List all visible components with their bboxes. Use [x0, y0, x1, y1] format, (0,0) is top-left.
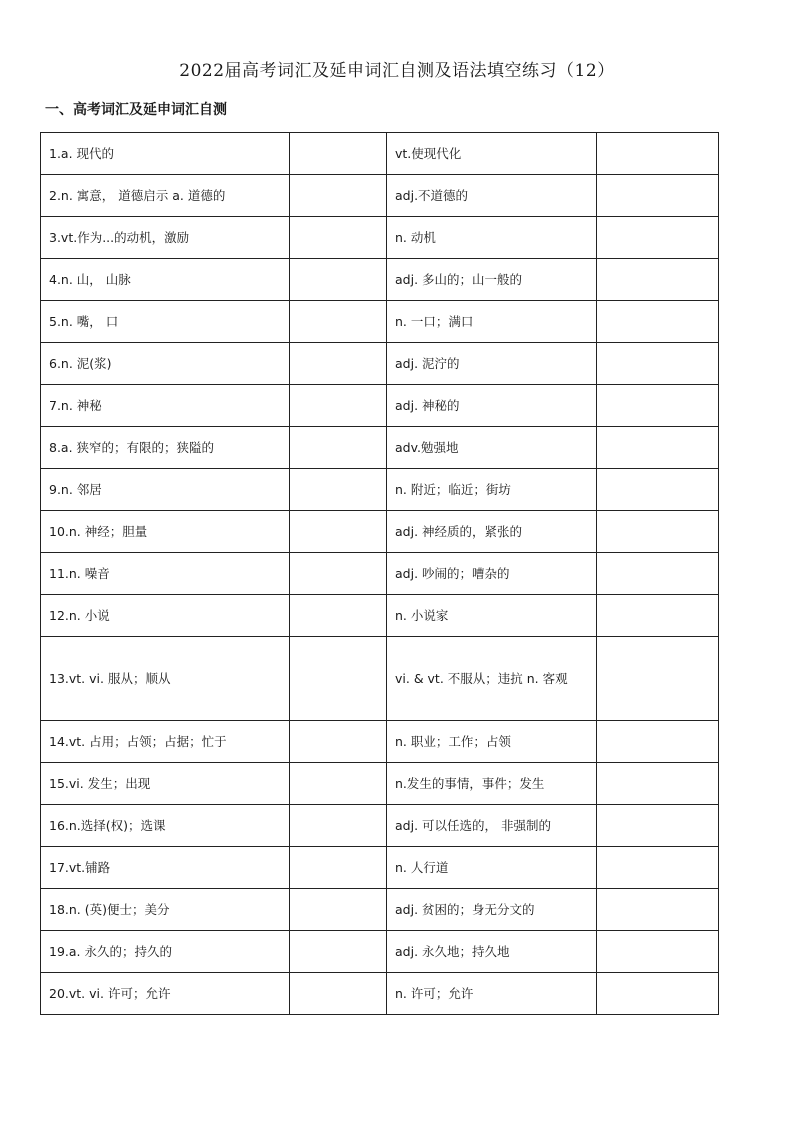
- table-row: [41, 805, 719, 847]
- derived-answer-blank[interactable]: [597, 973, 719, 1015]
- prompt-cell: 4.n. 山， 山脉: [41, 259, 290, 301]
- answer-blank[interactable]: [290, 343, 387, 385]
- answer-blank[interactable]: [290, 385, 387, 427]
- answer-blank[interactable]: [290, 217, 387, 259]
- derived-answer-blank[interactable]: [597, 427, 719, 469]
- prompt-cell: 11.n. 噪音: [41, 553, 290, 595]
- derived-answer-blank[interactable]: [597, 343, 719, 385]
- derived-answer-blank[interactable]: [597, 721, 719, 763]
- answer-blank[interactable]: [290, 511, 387, 553]
- prompt-cell: 2.n. 寓意， 道德启示 a. 道德的: [41, 175, 290, 217]
- derived-prompt-cell: adj. 吵闹的；嘈杂的: [387, 553, 597, 595]
- derived-prompt-cell: n. 职业；工作；占领: [387, 721, 597, 763]
- prompt-cell: 5.n. 嘴， 口: [41, 301, 290, 343]
- table-row: [41, 637, 719, 721]
- derived-answer-blank[interactable]: [597, 133, 719, 175]
- derived-prompt-cell: n. 小说家: [387, 595, 597, 637]
- derived-answer-blank[interactable]: [597, 595, 719, 637]
- prompt-cell: 13.vt. vi. 服从；顺从: [41, 637, 290, 721]
- derived-prompt-cell: n.发生的事情，事件；发生: [387, 763, 597, 805]
- table-row: [41, 973, 719, 1015]
- prompt-cell: 15.vi. 发生；出现: [41, 763, 290, 805]
- derived-prompt-cell: n. 附近；临近；街坊: [387, 469, 597, 511]
- derived-answer-blank[interactable]: [597, 259, 719, 301]
- derived-prompt-cell: adj. 可以任选的， 非强制的: [387, 805, 597, 847]
- prompt-cell: 10.n. 神经；胆量: [41, 511, 290, 553]
- derived-answer-blank[interactable]: [597, 637, 719, 721]
- derived-prompt-cell: adj. 贫困的；身无分文的: [387, 889, 597, 931]
- answer-blank[interactable]: [290, 427, 387, 469]
- derived-answer-blank[interactable]: [597, 847, 719, 889]
- answer-blank[interactable]: [290, 763, 387, 805]
- prompt-cell: 16.n.选择(权)；选课: [41, 805, 290, 847]
- table-row: [41, 721, 719, 763]
- prompt-cell: 20.vt. vi. 许可；允许: [41, 973, 290, 1015]
- derived-answer-blank[interactable]: [597, 805, 719, 847]
- answer-blank[interactable]: [290, 889, 387, 931]
- table-row: [41, 847, 719, 889]
- prompt-cell: 9.n. 邻居: [41, 469, 290, 511]
- derived-prompt-cell: adj.不道德的: [387, 175, 597, 217]
- section-heading: 一、高考词汇及延申词汇自测: [45, 102, 227, 118]
- answer-blank[interactable]: [290, 721, 387, 763]
- derived-prompt-cell: n. 一口；满口: [387, 301, 597, 343]
- derived-answer-blank[interactable]: [597, 763, 719, 805]
- prompt-cell: 8.a. 狭窄的；有限的；狭隘的: [41, 427, 290, 469]
- derived-answer-blank[interactable]: [597, 931, 719, 973]
- prompt-cell: 12.n. 小说: [41, 595, 290, 637]
- prompt-cell: 1.a. 现代的: [41, 133, 290, 175]
- derived-prompt-cell: adj. 泥泞的: [387, 343, 597, 385]
- table-row: [41, 259, 719, 301]
- table-row: [41, 511, 719, 553]
- table-row: [41, 301, 719, 343]
- answer-blank[interactable]: [290, 931, 387, 973]
- table-row: [41, 217, 719, 259]
- derived-answer-blank[interactable]: [597, 175, 719, 217]
- derived-prompt-cell: adj. 神经质的，紧张的: [387, 511, 597, 553]
- answer-blank[interactable]: [290, 175, 387, 217]
- table-row: [41, 343, 719, 385]
- prompt-cell: 19.a. 永久的；持久的: [41, 931, 290, 973]
- derived-prompt-cell: vi. & vt. 不服从；违抗 n. 客观: [387, 637, 597, 721]
- answer-blank[interactable]: [290, 595, 387, 637]
- derived-prompt-cell: n. 动机: [387, 217, 597, 259]
- derived-answer-blank[interactable]: [597, 301, 719, 343]
- table-row: [41, 427, 719, 469]
- table-row: [41, 175, 719, 217]
- answer-blank[interactable]: [290, 469, 387, 511]
- table-row: [41, 595, 719, 637]
- table-row: [41, 763, 719, 805]
- prompt-cell: 7.n. 神秘: [41, 385, 290, 427]
- derived-prompt-cell: n. 许可；允许: [387, 973, 597, 1015]
- prompt-cell: 14.vt. 占用；占领；占据；忙于: [41, 721, 290, 763]
- table-row: [41, 889, 719, 931]
- derived-prompt-cell: n. 人行道: [387, 847, 597, 889]
- answer-blank[interactable]: [290, 301, 387, 343]
- derived-prompt-cell: adj. 神秘的: [387, 385, 597, 427]
- derived-answer-blank[interactable]: [597, 469, 719, 511]
- prompt-cell: 18.n. (英)便士；美分: [41, 889, 290, 931]
- answer-blank[interactable]: [290, 553, 387, 595]
- answer-blank[interactable]: [290, 133, 387, 175]
- table-row: [41, 931, 719, 973]
- answer-blank[interactable]: [290, 259, 387, 301]
- prompt-cell: 3.vt.作为...的动机，激励: [41, 217, 290, 259]
- page-title: 2022届高考词汇及延申词汇自测及语法填空练习（12）: [179, 61, 615, 81]
- prompt-cell: 6.n. 泥(浆): [41, 343, 290, 385]
- table-row: [41, 553, 719, 595]
- derived-answer-blank[interactable]: [597, 511, 719, 553]
- derived-prompt-cell: adj. 永久地；持久地: [387, 931, 597, 973]
- answer-blank[interactable]: [290, 973, 387, 1015]
- derived-answer-blank[interactable]: [597, 889, 719, 931]
- derived-prompt-cell: adv.勉强地: [387, 427, 597, 469]
- table-row: [41, 469, 719, 511]
- derived-answer-blank[interactable]: [597, 385, 719, 427]
- answer-blank[interactable]: [290, 805, 387, 847]
- vocab-table: [40, 132, 719, 1015]
- answer-blank[interactable]: [290, 637, 387, 721]
- derived-prompt-cell: adj. 多山的；山一般的: [387, 259, 597, 301]
- table-row: [41, 133, 719, 175]
- answer-blank[interactable]: [290, 847, 387, 889]
- prompt-cell: 17.vt.铺路: [41, 847, 290, 889]
- derived-prompt-cell: vt.使现代化: [387, 133, 597, 175]
- derived-answer-blank[interactable]: [597, 217, 719, 259]
- table-row: [41, 385, 719, 427]
- derived-answer-blank[interactable]: [597, 553, 719, 595]
